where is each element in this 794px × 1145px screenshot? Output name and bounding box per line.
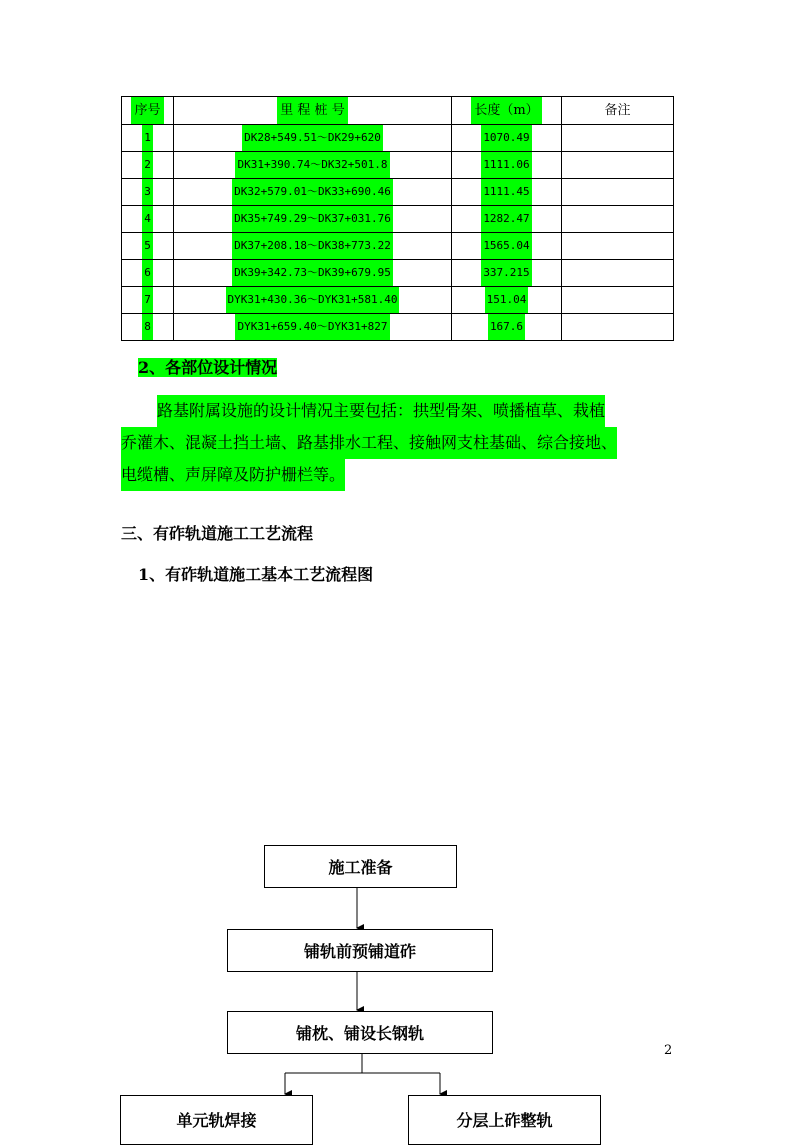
header-text: 序号 <box>131 97 163 124</box>
cell-text: 337.215 <box>481 260 531 286</box>
header-text: 里 程 桩 号 <box>277 97 347 124</box>
cell-text: 8 <box>142 314 153 340</box>
paragraph-line: 电缆槽、声屏障及防护栅栏等。 <box>121 459 677 491</box>
cell-text: 151.04 <box>485 287 529 313</box>
cell-text: 1070.49 <box>481 125 531 151</box>
cell-text: DK31+390.74～DK32+501.8 <box>235 152 389 178</box>
cell-text: DK35+749.29～DK37+031.76 <box>232 206 393 232</box>
cell-text: DYK31+430.36～DYK31+581.40 <box>226 287 400 313</box>
header-text: 长度（m） <box>471 97 541 124</box>
cell-text: 1565.04 <box>481 233 531 259</box>
cell-text: 1282.47 <box>481 206 531 232</box>
cell-text: DK39+342.73～DK39+679.95 <box>232 260 393 286</box>
flow-step-lay-sleepers-rails: 铺枕、铺设长钢轨 <box>227 1011 493 1054</box>
flow-step-preparation: 施工准备 <box>264 845 457 888</box>
cell-text: 1 <box>142 125 153 151</box>
cell-text: 5 <box>142 233 153 259</box>
cell-text: DK28+549.51～DK29+620 <box>242 125 383 151</box>
cell-text: 3 <box>142 179 153 205</box>
page-number: 2 <box>664 1043 673 1058</box>
section2-title: 2、各部位设计情况 <box>138 358 278 377</box>
cell-text: 1111.45 <box>481 179 531 205</box>
flow-step-ballast-tamping: 分层上砟整轨 <box>408 1095 601 1145</box>
cell-text: 167.6 <box>488 314 525 340</box>
header-text: 备注 <box>604 103 631 118</box>
cell-text: DK32+579.01～DK33+690.46 <box>232 179 393 205</box>
cell-text: 7 <box>142 287 153 313</box>
flow-step-pre-ballast: 铺轨前预铺道砟 <box>227 929 493 972</box>
cell-text: DYK31+659.40～DYK31+827 <box>235 314 389 340</box>
cell-text: DK37+208.18～DK38+773.22 <box>232 233 393 259</box>
paragraph-line: 乔灌木、混凝土挡土墙、路基排水工程、接触网支柱基础、综合接地、 <box>121 427 677 459</box>
section3-subtitle: 1、有砟轨道施工基本工艺流程图 <box>138 565 374 584</box>
paragraph-line: 路基附属设施的设计情况主要包括：拱型骨架、喷播植草、栽植 <box>121 395 677 427</box>
cell-text: 2 <box>142 152 153 178</box>
section3-title: 三、有砟轨道施工工艺流程 <box>121 524 314 543</box>
flow-step-rail-welding: 单元轨焊接 <box>120 1095 313 1145</box>
cell-text: 6 <box>142 260 153 286</box>
cell-text: 4 <box>142 206 153 232</box>
cell-text: 1111.06 <box>481 152 531 178</box>
